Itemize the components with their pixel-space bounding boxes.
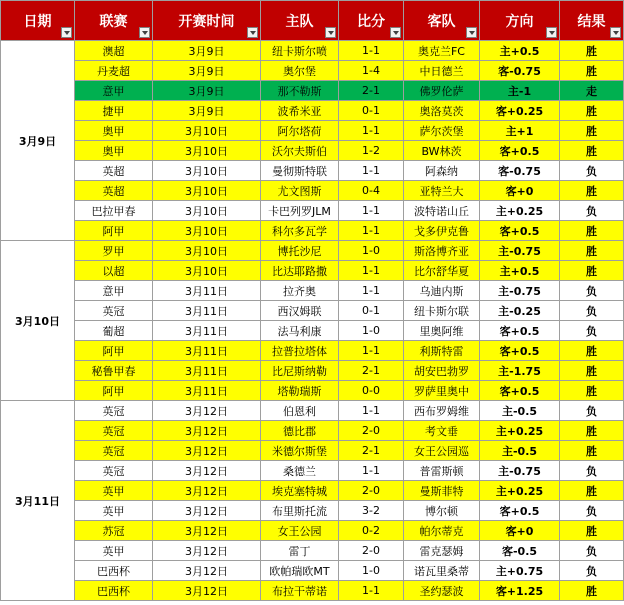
away-team-cell[interactable]: 罗萨里奥中	[404, 381, 480, 401]
table-row	[1, 461, 624, 481]
direction-cell[interactable]: 客+0	[480, 521, 560, 541]
header-result[interactable]: 结果	[560, 1, 624, 41]
result-cell[interactable]: 走	[560, 81, 624, 101]
away-team-cell[interactable]: 雷克瑟姆	[404, 541, 480, 561]
away-team-cell[interactable]: 阿森纳	[404, 161, 480, 181]
home-team-cell[interactable]: 塔勒瑞斯	[261, 381, 339, 401]
direction-cell[interactable]: 主-1.75	[480, 361, 560, 381]
direction-cell[interactable]: 客+0.5	[480, 141, 560, 161]
table-row	[1, 501, 624, 521]
result-cell[interactable]: 负	[560, 501, 624, 521]
away-team-cell[interactable]: 曼斯菲特	[404, 481, 480, 501]
result-cell[interactable]: 负	[560, 301, 624, 321]
home-team-cell[interactable]: 法马利康	[261, 321, 339, 341]
home-team-cell[interactable]: 比尼斯纳勒	[261, 361, 339, 381]
table-row	[1, 561, 624, 581]
away-team-cell[interactable]: 考文垂	[404, 421, 480, 441]
away-team-cell[interactable]: 波特诺山丘	[404, 201, 480, 221]
home-team-cell[interactable]: 德比郡	[261, 421, 339, 441]
home-team-cell[interactable]: 埃克塞特城	[261, 481, 339, 501]
result-cell[interactable]: 胜	[560, 181, 624, 201]
kickoff-time-cell[interactable]: 3月11日	[153, 301, 261, 321]
result-cell[interactable]: 负	[560, 401, 624, 421]
direction-cell[interactable]: 客+0.5	[480, 221, 560, 241]
kickoff-time-cell[interactable]: 3月11日	[153, 341, 261, 361]
away-team-cell[interactable]: 比尔舒华夏	[404, 261, 480, 281]
league-cell[interactable]: 英冠	[75, 421, 153, 441]
direction-cell[interactable]: 主-1	[480, 81, 560, 101]
filter-dropdown-icon[interactable]	[61, 27, 72, 38]
home-team-cell[interactable]: 雷丁	[261, 541, 339, 561]
table-row	[1, 101, 624, 121]
direction-cell[interactable]: 主+0.25	[480, 421, 560, 441]
kickoff-time-cell[interactable]: 3月10日	[153, 261, 261, 281]
score-cell[interactable]: 0-1	[339, 101, 404, 121]
score-cell[interactable]: 2-1	[339, 441, 404, 461]
away-team-cell[interactable]: BW林茨	[404, 141, 480, 161]
table-row	[1, 241, 624, 261]
home-team-cell[interactable]: 那不勒斯	[261, 81, 339, 101]
filter-dropdown-icon[interactable]	[466, 27, 477, 38]
table-row	[1, 381, 624, 401]
kickoff-time-cell[interactable]: 3月12日	[153, 541, 261, 561]
home-team-cell[interactable]: 欧帕瑞欧MT	[261, 561, 339, 581]
home-team-cell[interactable]: 米德尔斯堡	[261, 441, 339, 461]
kickoff-time-cell[interactable]: 3月9日	[153, 81, 261, 101]
score-cell[interactable]: 1-1	[339, 281, 404, 301]
kickoff-time-cell[interactable]: 3月12日	[153, 401, 261, 421]
filter-dropdown-icon[interactable]	[139, 27, 150, 38]
filter-dropdown-icon[interactable]	[247, 27, 258, 38]
home-team-cell[interactable]: 尤文图斯	[261, 181, 339, 201]
away-team-cell[interactable]: 博尔顿	[404, 501, 480, 521]
table-row	[1, 121, 624, 141]
league-cell[interactable]: 意甲	[75, 81, 153, 101]
kickoff-time-cell[interactable]: 3月10日	[153, 221, 261, 241]
score-cell[interactable]: 1-0	[339, 321, 404, 341]
table-row	[1, 581, 624, 601]
away-team-cell[interactable]: 里奥阿维	[404, 321, 480, 341]
result-cell[interactable]: 负	[560, 201, 624, 221]
kickoff-time-cell[interactable]: 3月10日	[153, 141, 261, 161]
direction-cell[interactable]: 主+1	[480, 121, 560, 141]
result-cell[interactable]: 负	[560, 321, 624, 341]
direction-cell[interactable]: 主+0.25	[480, 201, 560, 221]
away-team-cell[interactable]: 斯洛博齐亚	[404, 241, 480, 261]
home-team-cell[interactable]: 博托沙尼	[261, 241, 339, 261]
home-team-cell[interactable]: 桑德兰	[261, 461, 339, 481]
away-team-cell[interactable]: 佛罗伦萨	[404, 81, 480, 101]
direction-cell[interactable]: 客+1.25	[480, 581, 560, 601]
league-cell[interactable]: 英超	[75, 181, 153, 201]
direction-cell[interactable]: 主+0.5	[480, 261, 560, 281]
league-cell[interactable]: 捷甲	[75, 101, 153, 121]
header-away-team[interactable]: 客队	[404, 1, 480, 41]
league-cell[interactable]: 罗甲	[75, 241, 153, 261]
kickoff-time-cell[interactable]: 3月10日	[153, 241, 261, 261]
result-cell[interactable]: 胜	[560, 221, 624, 241]
kickoff-time-cell[interactable]: 3月10日	[153, 121, 261, 141]
direction-cell[interactable]: 客+0.5	[480, 341, 560, 361]
date-cell[interactable]: 3月9日	[1, 41, 75, 241]
kickoff-time-cell[interactable]: 3月12日	[153, 421, 261, 441]
league-cell[interactable]: 英冠	[75, 301, 153, 321]
result-cell[interactable]: 负	[560, 281, 624, 301]
table-row	[1, 361, 624, 381]
away-team-cell[interactable]: 奥克兰FC	[404, 41, 480, 61]
kickoff-time-cell[interactable]: 3月12日	[153, 481, 261, 501]
direction-cell[interactable]: 客-0.5	[480, 541, 560, 561]
away-team-cell[interactable]: 乌迪内斯	[404, 281, 480, 301]
header-league[interactable]: 联赛	[75, 1, 153, 41]
league-cell[interactable]: 英甲	[75, 501, 153, 521]
result-cell[interactable]: 胜	[560, 481, 624, 501]
score-cell[interactable]: 1-2	[339, 141, 404, 161]
filter-dropdown-icon[interactable]	[390, 27, 401, 38]
result-cell[interactable]: 胜	[560, 581, 624, 601]
header-direction[interactable]: 方向	[480, 1, 560, 41]
league-cell[interactable]: 奥甲	[75, 141, 153, 161]
result-cell[interactable]: 负	[560, 541, 624, 561]
direction-cell[interactable]: 主-0.75	[480, 461, 560, 481]
header-kickoff-time[interactable]: 开赛时间	[153, 1, 261, 41]
direction-cell[interactable]: 客+0	[480, 181, 560, 201]
score-cell[interactable]: 1-1	[339, 41, 404, 61]
home-team-cell[interactable]: 纽卡斯尔喷	[261, 41, 339, 61]
score-cell[interactable]: 2-1	[339, 81, 404, 101]
league-cell[interactable]: 意甲	[75, 281, 153, 301]
result-cell[interactable]: 胜	[560, 521, 624, 541]
league-cell[interactable]: 葡超	[75, 321, 153, 341]
league-cell[interactable]: 阿甲	[75, 341, 153, 361]
score-cell[interactable]: 1-1	[339, 261, 404, 281]
direction-cell[interactable]: 主+0.5	[480, 41, 560, 61]
header-row	[1, 1, 624, 41]
away-team-cell[interactable]: 纽卡斯尔联	[404, 301, 480, 321]
direction-cell[interactable]: 主+0.75	[480, 561, 560, 581]
table-row	[1, 61, 624, 81]
result-cell[interactable]: 胜	[560, 381, 624, 401]
table-row	[1, 41, 624, 61]
score-cell[interactable]: 0-1	[339, 301, 404, 321]
score-cell[interactable]: 1-1	[339, 201, 404, 221]
direction-cell[interactable]: 客+0.5	[480, 381, 560, 401]
result-cell[interactable]: 负	[560, 161, 624, 181]
kickoff-time-cell[interactable]: 3月12日	[153, 521, 261, 541]
league-cell[interactable]: 英冠	[75, 401, 153, 421]
home-team-cell[interactable]: 阿尔塔荷	[261, 121, 339, 141]
table-row	[1, 321, 624, 341]
kickoff-time-cell[interactable]: 3月12日	[153, 561, 261, 581]
direction-cell[interactable]: 主-0.75	[480, 281, 560, 301]
table-row	[1, 221, 624, 241]
away-team-cell[interactable]: 戈多伊克鲁	[404, 221, 480, 241]
direction-cell[interactable]: 主-0.5	[480, 441, 560, 461]
filter-dropdown-icon[interactable]	[610, 27, 621, 38]
direction-cell[interactable]: 客+0.5	[480, 501, 560, 521]
league-cell[interactable]: 阿甲	[75, 221, 153, 241]
direction-cell[interactable]: 客-0.75	[480, 161, 560, 181]
kickoff-time-cell[interactable]: 3月9日	[153, 101, 261, 121]
result-cell[interactable]: 胜	[560, 61, 624, 81]
table-row	[1, 181, 624, 201]
away-team-cell[interactable]: 帕尔蒂克	[404, 521, 480, 541]
kickoff-time-cell[interactable]: 3月10日	[153, 201, 261, 221]
direction-cell[interactable]: 客+0.5	[480, 321, 560, 341]
away-team-cell[interactable]: 奥洛莫茨	[404, 101, 480, 121]
kickoff-time-cell[interactable]: 3月11日	[153, 321, 261, 341]
direction-cell[interactable]: 主-0.25	[480, 301, 560, 321]
score-cell[interactable]: 1-1	[339, 581, 404, 601]
league-cell[interactable]: 巴西杯	[75, 581, 153, 601]
score-cell[interactable]: 1-4	[339, 61, 404, 81]
table-row	[1, 481, 624, 501]
score-cell[interactable]: 0-4	[339, 181, 404, 201]
home-team-cell[interactable]: 沃尔夫斯伯	[261, 141, 339, 161]
result-cell[interactable]: 胜	[560, 41, 624, 61]
kickoff-time-cell[interactable]: 3月9日	[153, 41, 261, 61]
away-team-cell[interactable]: 女王公园巡	[404, 441, 480, 461]
score-cell[interactable]: 1-1	[339, 121, 404, 141]
result-cell[interactable]: 胜	[560, 441, 624, 461]
home-team-cell[interactable]: 拉普拉塔体	[261, 341, 339, 361]
league-cell[interactable]: 秘鲁甲春	[75, 361, 153, 381]
score-cell[interactable]: 0-2	[339, 521, 404, 541]
away-team-cell[interactable]: 萨尔茨堡	[404, 121, 480, 141]
home-team-cell[interactable]: 西汉姆联	[261, 301, 339, 321]
away-team-cell[interactable]: 胡安巴勃罗	[404, 361, 480, 381]
table-row	[1, 521, 624, 541]
result-cell[interactable]: 胜	[560, 421, 624, 441]
header-score[interactable]: 比分	[339, 1, 404, 41]
direction-cell[interactable]: 主-0.75	[480, 241, 560, 261]
table-row	[1, 261, 624, 281]
table-row	[1, 301, 624, 321]
away-team-cell[interactable]: 圣约瑟波	[404, 581, 480, 601]
direction-cell[interactable]: 主-0.5	[480, 401, 560, 421]
score-cell[interactable]: 1-0	[339, 561, 404, 581]
kickoff-time-cell[interactable]: 3月10日	[153, 181, 261, 201]
result-cell[interactable]: 胜	[560, 341, 624, 361]
league-cell[interactable]: 巴拉甲春	[75, 201, 153, 221]
table-row	[1, 201, 624, 221]
score-cell[interactable]: 2-0	[339, 421, 404, 441]
table-row	[1, 281, 624, 301]
score-cell[interactable]: 1-1	[339, 461, 404, 481]
result-cell[interactable]: 胜	[560, 261, 624, 281]
result-cell[interactable]: 胜	[560, 101, 624, 121]
score-cell[interactable]: 3-2	[339, 501, 404, 521]
result-cell[interactable]: 胜	[560, 141, 624, 161]
kickoff-time-cell[interactable]: 3月11日	[153, 281, 261, 301]
kickoff-time-cell[interactable]: 3月12日	[153, 461, 261, 481]
score-cell[interactable]: 1-1	[339, 401, 404, 421]
table-row	[1, 401, 624, 421]
league-cell[interactable]: 以超	[75, 261, 153, 281]
home-team-cell[interactable]: 比达耶路撒	[261, 261, 339, 281]
score-cell[interactable]: 1-1	[339, 221, 404, 241]
kickoff-time-cell[interactable]: 3月9日	[153, 61, 261, 81]
score-cell[interactable]: 2-0	[339, 541, 404, 561]
league-cell[interactable]: 奥甲	[75, 121, 153, 141]
direction-cell[interactable]: 客+0.25	[480, 101, 560, 121]
home-team-cell[interactable]: 科尔多瓦学	[261, 221, 339, 241]
result-cell[interactable]: 负	[560, 561, 624, 581]
away-team-cell[interactable]: 西布罗姆维	[404, 401, 480, 421]
home-team-cell[interactable]: 伯恩利	[261, 401, 339, 421]
filter-dropdown-icon[interactable]	[546, 27, 557, 38]
score-cell[interactable]: 0-0	[339, 381, 404, 401]
league-cell[interactable]: 苏冠	[75, 521, 153, 541]
result-cell[interactable]: 胜	[560, 361, 624, 381]
away-team-cell[interactable]: 利斯特雷	[404, 341, 480, 361]
league-cell[interactable]: 澳超	[75, 41, 153, 61]
home-team-cell[interactable]: 卡巴列罗JLM	[261, 201, 339, 221]
league-cell[interactable]: 英甲	[75, 481, 153, 501]
score-cell[interactable]: 2-0	[339, 481, 404, 501]
score-cell[interactable]: 1-1	[339, 341, 404, 361]
filter-dropdown-icon[interactable]	[325, 27, 336, 38]
header-home-team[interactable]: 主队	[261, 1, 339, 41]
kickoff-time-cell[interactable]: 3月12日	[153, 501, 261, 521]
home-team-cell[interactable]: 拉齐奥	[261, 281, 339, 301]
league-cell[interactable]: 英冠	[75, 461, 153, 481]
kickoff-time-cell[interactable]: 3月11日	[153, 381, 261, 401]
date-cell[interactable]: 3月11日	[1, 401, 75, 601]
header-date[interactable]: 日期	[1, 1, 75, 41]
table-body	[1, 41, 624, 601]
date-cell[interactable]: 3月10日	[1, 241, 75, 401]
result-cell[interactable]: 胜	[560, 241, 624, 261]
table-row	[1, 341, 624, 361]
home-team-cell[interactable]: 布拉干蒂诺	[261, 581, 339, 601]
league-cell[interactable]: 丹麦超	[75, 61, 153, 81]
kickoff-time-cell[interactable]: 3月11日	[153, 361, 261, 381]
league-cell[interactable]: 英超	[75, 161, 153, 181]
table-row	[1, 141, 624, 161]
league-cell[interactable]: 英甲	[75, 541, 153, 561]
table-row	[1, 541, 624, 561]
home-team-cell[interactable]: 布里斯托流	[261, 501, 339, 521]
kickoff-time-cell[interactable]: 3月12日	[153, 441, 261, 461]
score-cell[interactable]: 1-0	[339, 241, 404, 261]
result-cell[interactable]: 负	[560, 461, 624, 481]
table-row	[1, 81, 624, 101]
result-cell[interactable]: 胜	[560, 121, 624, 141]
home-team-cell[interactable]: 女王公园	[261, 521, 339, 541]
league-cell[interactable]: 英冠	[75, 441, 153, 461]
score-cell[interactable]: 2-1	[339, 361, 404, 381]
home-team-cell[interactable]: 波希米亚	[261, 101, 339, 121]
table-row	[1, 421, 624, 441]
away-team-cell[interactable]: 诺瓦里桑蒂	[404, 561, 480, 581]
direction-cell[interactable]: 主+0.25	[480, 481, 560, 501]
table-row	[1, 161, 624, 181]
league-cell[interactable]: 巴西杯	[75, 561, 153, 581]
away-team-cell[interactable]: 中日德兰	[404, 61, 480, 81]
score-cell[interactable]: 1-1	[339, 161, 404, 181]
home-team-cell[interactable]: 奥尔堡	[261, 61, 339, 81]
away-team-cell[interactable]: 亚特兰大	[404, 181, 480, 201]
kickoff-time-cell[interactable]: 3月12日	[153, 581, 261, 601]
kickoff-time-cell[interactable]: 3月10日	[153, 161, 261, 181]
direction-cell[interactable]: 客-0.75	[480, 61, 560, 81]
home-team-cell[interactable]: 曼彻斯特联	[261, 161, 339, 181]
table-row	[1, 441, 624, 461]
league-cell[interactable]: 阿甲	[75, 381, 153, 401]
away-team-cell[interactable]: 普雷斯顿	[404, 461, 480, 481]
